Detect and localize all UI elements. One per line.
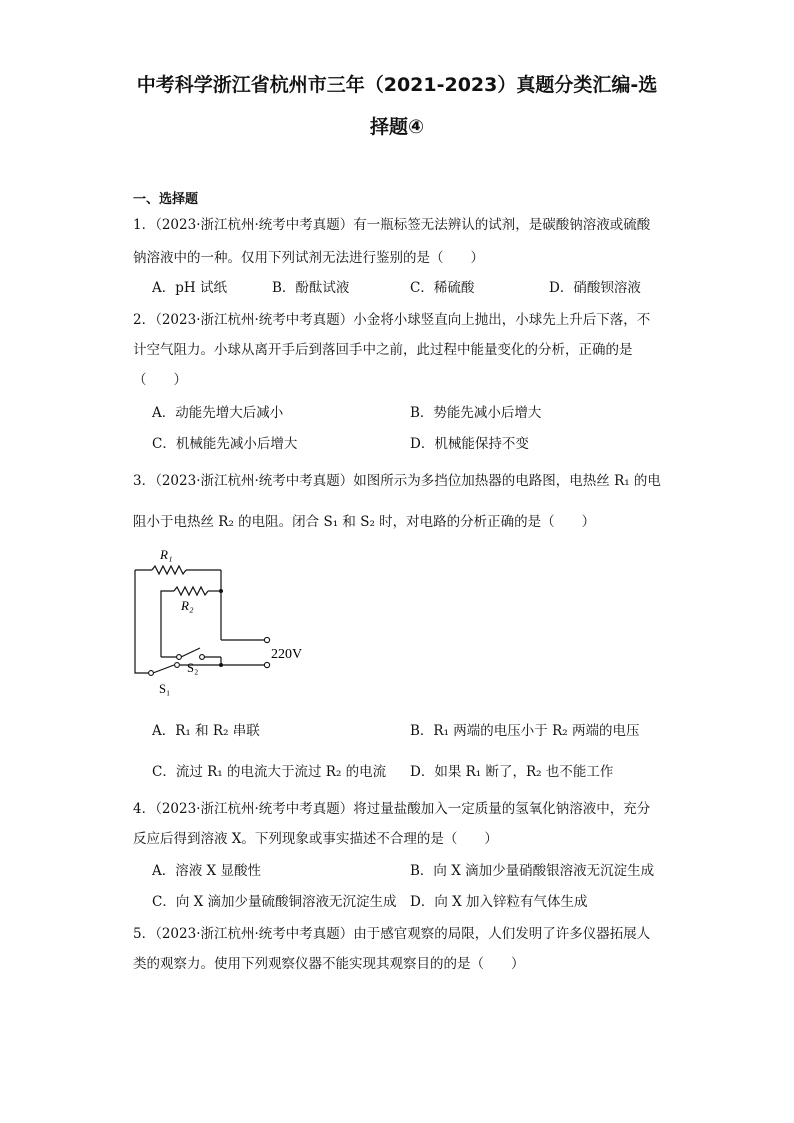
label-voltage: 220V <box>271 647 303 662</box>
q4-line1: 4．（2023·浙江杭州·统考中考真题）将过量盐酸加入一定质量的氢氧化钠溶液中，充分 <box>133 801 651 817</box>
q2-option-d: D．机械能保持不变 <box>410 436 529 452</box>
q2-option-b: B．势能先减小后增大 <box>410 405 542 421</box>
q3-option-a: A．R₁ 和 R₂ 串联 <box>152 723 260 739</box>
q2-line1: 2．（2023·浙江杭州·统考中考真题）小金将小球竖直向上抛出，小球先上升后下落，不 <box>133 312 651 328</box>
q2-option-a: A．动能先增大后减小 <box>152 405 284 421</box>
q1-line1: 1．（2023·浙江杭州·统考中考真题）有一瓶标签无法辨认的试剂，是碳酸钠溶液或硫酸 <box>133 217 651 233</box>
circuit-diagram <box>128 545 328 700</box>
doc-title-line2: 择题④ <box>369 116 425 138</box>
q5-line1: 5．（2023·浙江杭州·统考中考真题）由于感官观察的局限，人们发明了许多仪器拓展人 <box>133 926 651 942</box>
q3-option-d: D．如果 R₁ 断了，R₂ 也不能工作 <box>410 764 614 780</box>
q1-option-d: D．硝酸钡溶液 <box>549 280 641 296</box>
q4-option-b: B．向 X 滴加少量硝酸银溶液无沉淀生成 <box>410 863 655 879</box>
label-s1: S₁ <box>159 682 171 696</box>
q3-line1: 3．（2023·浙江杭州·统考中考真题）如图所示为多挡位加热器的电路图，电热丝 R₁ 的电 <box>133 473 661 489</box>
q5-line2: 类的观察力。使用下列观察仪器不能实现其观察目的的是（ ） <box>133 956 525 972</box>
q2-line2: 计空气阻力。小球从离开手后到落回手中之前，此过程中能量变化的分析，正确的是 <box>133 342 633 358</box>
section-heading: 一、选择题 <box>133 192 199 207</box>
q4-line2: 反应后得到溶液 X。下列现象或事实描述不合理的是（ ） <box>133 831 498 847</box>
q1-option-b: B．酚酞试液 <box>272 280 350 296</box>
label-r1: R₁ <box>160 547 173 562</box>
q1-option-c: C．稀硫酸 <box>410 280 475 296</box>
doc-title-line1: 中考科学浙江省杭州市三年（2021-2023）真题分类汇编-选 <box>136 74 658 96</box>
q3-option-c: C．流过 R₁ 的电流大于流过 R₂ 的电流 <box>152 764 387 780</box>
q3-line2: 阻小于电热丝 R₂ 的电阻。闭合 S₁ 和 S₂ 时，对电路的分析正确的是（ ） <box>133 514 596 530</box>
q4-option-c: C．向 X 滴加少量硫酸铜溶液无沉淀生成 <box>152 894 397 910</box>
q2-line3: （ ） <box>133 372 187 388</box>
q4-option-d: D．向 X 加入锌粒有气体生成 <box>410 894 588 910</box>
q1-line2: 钠溶液中的一种。仅用下列试剂无法进行鉴别的是（ ） <box>133 250 484 266</box>
q2-option-c: C．机械能先减小后增大 <box>152 436 298 452</box>
q4-option-a: A．溶液 X 显酸性 <box>152 863 261 879</box>
label-s2: S₂ <box>187 661 199 675</box>
label-r2: R₂ <box>181 598 194 613</box>
q3-option-b: B．R₁ 两端的电压小于 R₂ 两端的电压 <box>410 723 640 739</box>
q1-option-a: A．pH 试纸 <box>152 280 227 296</box>
